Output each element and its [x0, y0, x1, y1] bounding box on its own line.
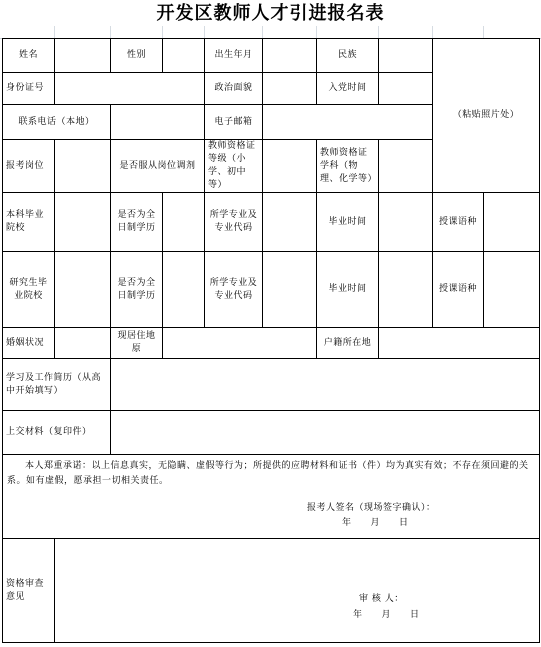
- postgrad-grad-time-label: 毕业时间: [317, 252, 379, 328]
- residence-label: 现居住地原: [111, 328, 163, 359]
- history-input[interactable]: [111, 359, 540, 411]
- birth-input[interactable]: [263, 39, 317, 73]
- registration-table: [2, 38, 540, 643]
- marital-label: 婚姻状况: [3, 328, 55, 359]
- ethnicity-label: 民族: [317, 39, 379, 73]
- pledge-text: 本人郑重承诺：以上信息真实，无隐瞒、虚假等行为；所提供的应聘材料和证书（件）均为真实有效；不存在须回避的关系。如有虚假，愿承担一切相关责任。: [7, 461, 529, 486]
- gender-input[interactable]: [163, 39, 205, 73]
- postgrad-grad-time-input[interactable]: [379, 252, 433, 328]
- undergrad-fulltime-label: 是否为全日制学历: [111, 193, 163, 252]
- residence-input[interactable]: [163, 328, 317, 359]
- cert-level-input[interactable]: [263, 140, 317, 193]
- undergrad-school-input[interactable]: [55, 193, 111, 252]
- postgrad-major-label: 所学专业及专业代码: [205, 252, 263, 328]
- adjust-label: 是否服从岗位调剂: [111, 140, 205, 193]
- hukou-label: 户籍所在地: [317, 328, 379, 359]
- birth-label: 出生年月: [205, 39, 263, 73]
- email-input[interactable]: [263, 105, 433, 140]
- postgrad-teach-lang-input[interactable]: [484, 252, 540, 328]
- undergrad-major-label: 所学专业及专业代码: [205, 193, 263, 252]
- postgrad-teach-lang-label: 授课语种: [433, 252, 484, 328]
- cert-subject-label: 教师资格证学科（物理、化学等）: [317, 140, 379, 193]
- name-input[interactable]: [55, 39, 111, 73]
- signature-date: 年 月 日: [342, 518, 409, 528]
- ethnicity-input[interactable]: [379, 39, 433, 73]
- photo-area[interactable]: （粘贴照片处）: [433, 39, 540, 193]
- politics-input[interactable]: [263, 73, 317, 105]
- review-date: 年 月 日: [353, 610, 420, 620]
- id-card-input[interactable]: [55, 73, 205, 105]
- name-label: 姓名: [3, 39, 55, 73]
- materials-label: 上交材料（复印件）: [3, 411, 111, 455]
- party-date-input[interactable]: [379, 73, 433, 105]
- cert-level-label: 教师资格证等级（小学、初中等）: [205, 140, 263, 193]
- postgrad-fulltime-label: 是否为全日制学历: [111, 252, 163, 328]
- email-label: 电子邮箱: [205, 105, 263, 140]
- phone-label: 联系电话（本地）: [3, 105, 111, 140]
- postgrad-school-label: 研究生毕业院校: [3, 252, 55, 328]
- materials-input[interactable]: [111, 411, 540, 455]
- cert-subject-input[interactable]: [379, 140, 433, 193]
- review-opinion-label: 资格审查意见: [3, 539, 55, 643]
- undergrad-major-input[interactable]: [263, 193, 317, 252]
- history-label: 学习及工作简历（从高中开始填写）: [3, 359, 111, 411]
- postgrad-fulltime-input[interactable]: [163, 252, 205, 328]
- marital-input[interactable]: [55, 328, 111, 359]
- undergrad-teach-lang-input[interactable]: [484, 193, 540, 252]
- party-date-label: 入党时间: [317, 73, 379, 105]
- signature-label: 报考人签名（现场签字确认）：: [307, 503, 436, 513]
- undergrad-teach-lang-label: 授课语种: [433, 193, 484, 252]
- gender-label: 性别: [111, 39, 163, 73]
- undergrad-fulltime-input[interactable]: [163, 193, 205, 252]
- postgrad-major-input[interactable]: [263, 252, 317, 328]
- pledge-section: [3, 455, 540, 539]
- position-input[interactable]: [55, 140, 111, 193]
- undergrad-school-label: 本科毕业院校: [3, 193, 55, 252]
- review-opinion-input[interactable]: [55, 539, 540, 643]
- politics-label: 政治面貌: [205, 73, 263, 105]
- phone-input[interactable]: [111, 105, 205, 140]
- form-title: 开发区教师人才引进报名表: [156, 3, 385, 24]
- undergrad-grad-time-label: 毕业时间: [317, 193, 379, 252]
- hukou-input[interactable]: [379, 328, 540, 359]
- id-card-label: 身份证号: [3, 73, 55, 105]
- postgrad-school-input[interactable]: [55, 252, 111, 328]
- undergrad-grad-time-input[interactable]: [379, 193, 433, 252]
- reviewer-label: 审 核 人：: [359, 594, 404, 604]
- position-label: 报考岗位: [3, 140, 55, 193]
